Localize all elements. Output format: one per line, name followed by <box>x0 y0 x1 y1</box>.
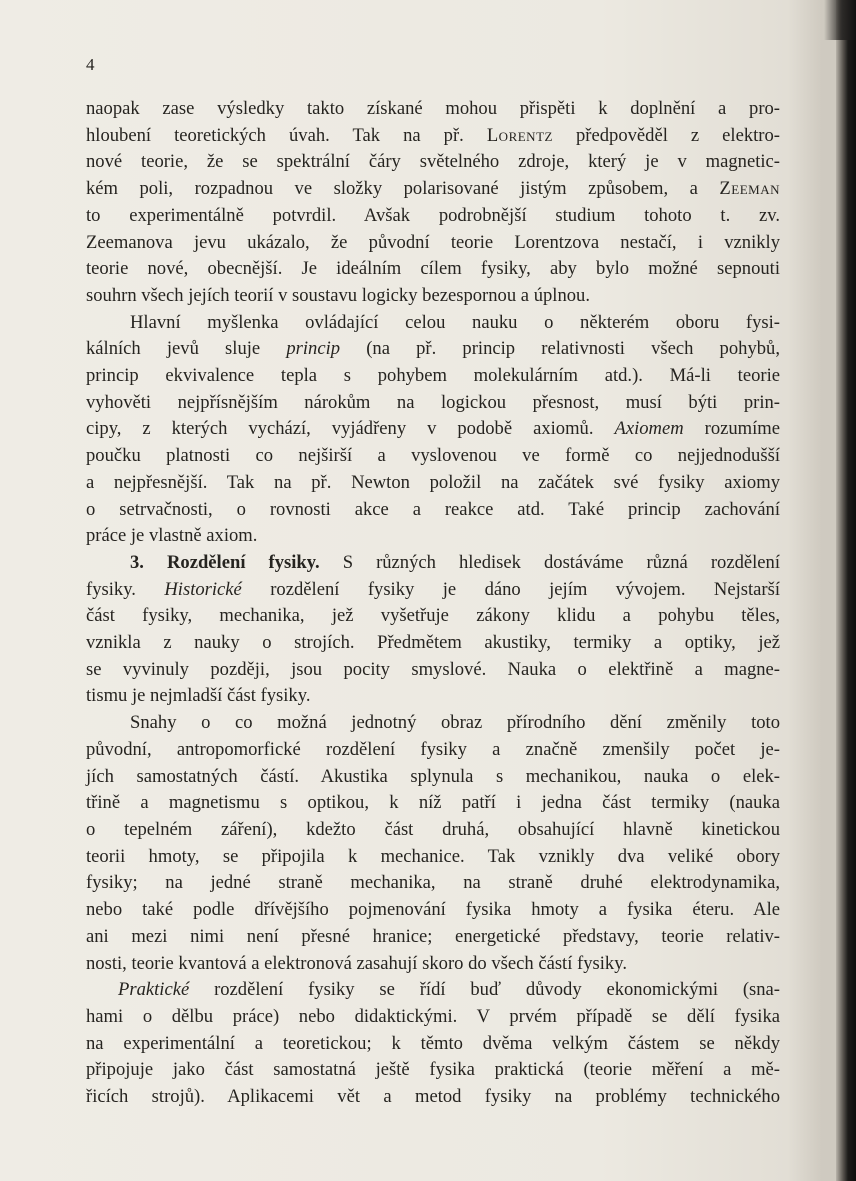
text-line: vznikla z nauky o strojích. Předmětem akustiky, termiky a optiky, jež <box>86 632 780 654</box>
text-line: hami o dělbu práce) nebo didaktickými. V prvém případě se dělí fysika <box>86 1005 780 1027</box>
text-line: Praktické rozdělení fysiky se řídí buď důvody ekonomickými (sna- <box>118 979 780 1001</box>
section-number: 3. <box>130 551 144 573</box>
text-line: Zeemanova jevu ukázalo, že původní teorie Lorentzova nestačí, i vznikly <box>86 231 780 253</box>
text-line: jích samostatných částí. Akustika splynula s mechanikou, nauka o elek- <box>86 765 780 787</box>
text-line: souhrn všech jejích teorií v soustavu logicky bezespornou a úplnou. <box>86 284 590 306</box>
text-line: naopak zase výsledky takto získané mohou přispěti k doplnění a pro- <box>86 98 780 119</box>
text-line: třině a magnetismu s optikou, k níž patří i jedna část termiky (nauka <box>86 792 780 814</box>
text-line: princip ekvivalence tepla s pohybem molekulárním atd.). Má-li teorie <box>86 365 780 387</box>
text-line: poučku platnosti co nejširší a vyslovenou ve formě co nejjednodušší <box>86 445 780 467</box>
text-line: část fysiky, mechanika, jež vyšetřuje zákony klidu a pohybu těles, <box>86 605 780 627</box>
text-line: to experimentálně potvrdil. Avšak podrobnější studium tohoto t. zv. <box>86 204 780 226</box>
body-text <box>86 96 780 1111</box>
term-prakticke: Praktické <box>118 979 190 1001</box>
text-line: se vyvinuly později, jsou pocity smyslové. Nauka o elektřině a magne- <box>86 658 780 680</box>
text-line: kém poli, rozpadnou ve složky polarisované jistým způsobem, a Zeeman <box>86 178 780 200</box>
text-line: fysiky. Historické rozdělení fysiky je dáno jejím vývojem. Nejstarší <box>86 578 780 600</box>
text-line: fysiky; na jedné straně mechanika, na straně druhé elektrodynamika, <box>86 872 780 894</box>
text-line: a nejpřesnější. Tak na př. Newton položil na začátek své fysiky axiomy <box>86 471 780 493</box>
text-line: teorie nové, obecnější. Je ideálním cílem fysiky, aby bylo možné sepnouti <box>86 258 780 280</box>
text-line: původní, antropomorfické rozdělení fysiky a značně zmenšily počet je- <box>86 738 780 760</box>
section-title: Rozdělení fysiky. <box>166 551 320 573</box>
text-line: na experimentální a teoretickou; k těmto dvěma velkým částem se někdy <box>86 1032 780 1054</box>
term-axiomem: Axiomem <box>614 418 684 440</box>
text-line: nosti, teorie kvantová a elektronová zasahují skoro do všech částí fysiky. <box>86 952 627 974</box>
text-line: cipy, z kterých vychází, vyjádřeny v podobě axiomů. Axiomem rozumíme <box>86 418 781 440</box>
text-line: ani mezi nimi není přesné hranice; energetické představy, teorie relativ- <box>86 925 780 947</box>
text-line: tismu je nejmladší část fysiky. <box>86 685 311 707</box>
text-line: o tepelném záření), kdežto část druhá, obsahující hlavně kinetickou <box>86 818 780 840</box>
text-line: teorii hmoty, se připojila k mechanice. Tak vznikly dva veliké obory <box>86 845 780 867</box>
text-line: řicích strojů). Aplikacemi vět a metod fysiky na problémy technického <box>86 1086 780 1108</box>
text-line: vyhověti nejpřísnějším nárokům na logickou přesnost, musí býti prin- <box>86 391 780 413</box>
book-spine-shadow <box>836 0 856 1181</box>
text-line: Hlavní myšlenka ovládající celou nauku o některém oboru fysi- <box>130 311 780 333</box>
name-zeeman: Zeeman <box>719 178 780 200</box>
text-line: hloubení teoretických úvah. Tak na př. Lorentz předpověděl z elektro- <box>86 124 780 146</box>
book-spine-shadow-top <box>824 0 856 40</box>
text-line: kálních jevů sluje princip (na př. princip relativnosti všech pohybů, <box>86 338 780 360</box>
text-line: nebo také podle dřívějšího pojmenování fysika hmoty a fysika éteru. Ale <box>86 899 780 921</box>
text-line: práce je vlastně axiom. <box>86 525 258 547</box>
section-heading-line: 3. Rozdělení fysiky. S různých hledisek dostáváme různá rozdělení <box>130 551 781 573</box>
term-historicke: Historické <box>164 578 242 600</box>
text-line: připojuje jako část samostatná ještě fysika praktická (teorie měření a mě- <box>86 1059 780 1081</box>
page-number: 4 <box>86 55 95 74</box>
text-line: Snahy o co možná jednotný obraz přírodního dění změnily toto <box>130 712 780 734</box>
term-princip: princip <box>286 338 341 360</box>
text-line: nové teorie, že se spektrální čáry světelného zdroje, který je v magnetic- <box>86 151 780 173</box>
text-line: o setrvačnosti, o rovnosti akce a reakce atd. Také princip zachování <box>86 498 780 520</box>
name-lorentz: Lorentz <box>486 124 553 146</box>
